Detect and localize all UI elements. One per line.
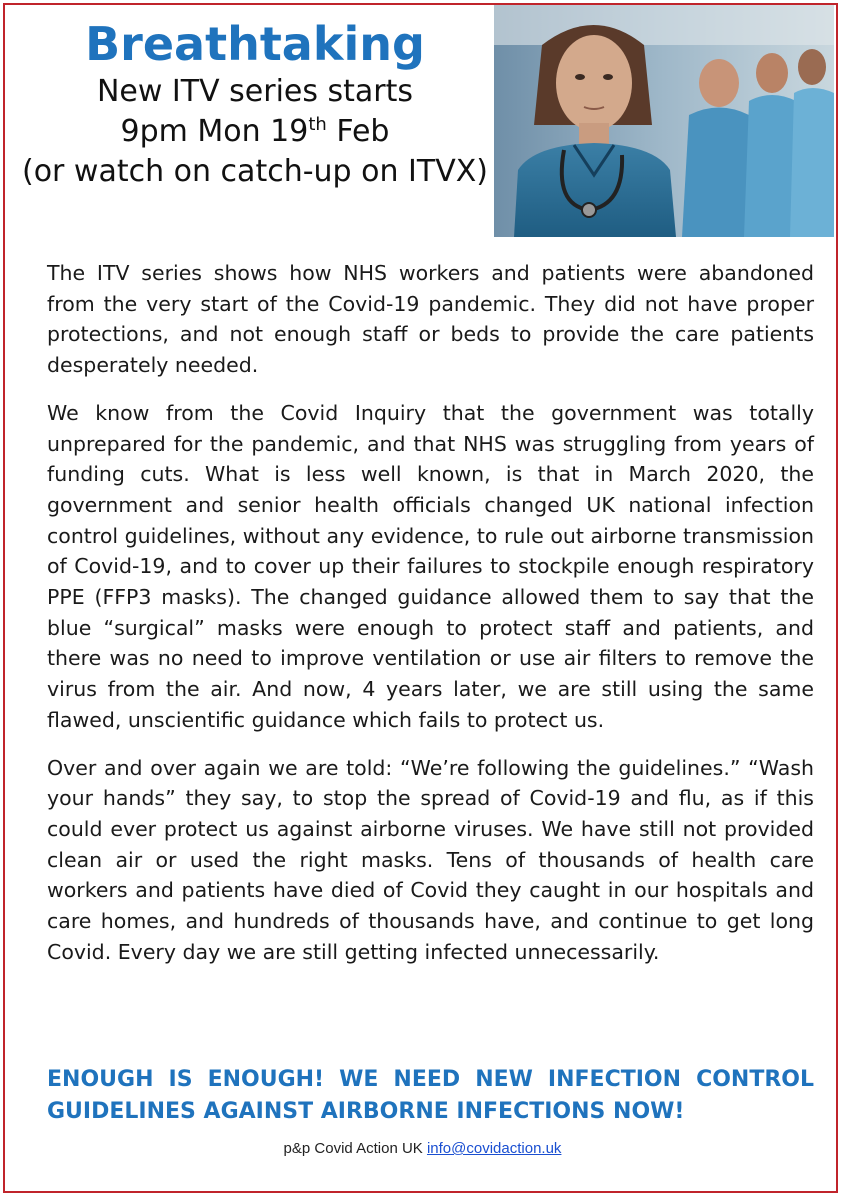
paragraph-1: The ITV series shows how NHS workers and patients were abandoned from the very start of the Covid-19 pandemic. They did not have proper protections, and not enough staff or beds to provide the care patients desperately needed. <box>47 261 814 378</box>
subtitle-line-3: (or watch on catch-up on ITVX) <box>22 154 488 189</box>
page-title: Breathtaking <box>85 17 425 71</box>
article-body <box>47 258 814 984</box>
nurse-photo <box>494 5 834 237</box>
call-to-action: ENOUGH IS ENOUGH! WE NEED NEW INFECTION CONTROL GUIDELINES AGAINST AIRBORNE INFECTIONS NOW! <box>47 1067 814 1124</box>
month-text: Feb <box>326 114 390 149</box>
paragraph-2: We know from the Covid Inquiry that the government was totally unprepared for the pandemic, and that NHS was struggling from years of funding cuts. What is less well known, is that in March 2020, the government and senior health officials changed UK national infection control guidelines, without any evidence, to rule out airborne transmission of Covid-19, and to cover up their failures to stockpile enough respiratory PPE (FFP3 masks). The changed guidance allowed them to say that the blue “surgical” masks were enough to protect staff and patients, and there was no need to improve ventilation or use air filters to remove the virus from the air. And now, 4 years later, we are still using the same flawed, unscientific guidance which fails to protect us. <box>47 400 814 732</box>
header <box>20 16 490 192</box>
date-suffix: th <box>308 114 327 135</box>
nurse-photo-illustration <box>494 5 834 237</box>
footer-text: p&p Covid Action UK <box>283 1140 427 1157</box>
subtitle-line-2 <box>20 112 490 152</box>
subtitle-line-1: New ITV series starts <box>96 74 414 109</box>
email-link[interactable]: info@covidaction.uk <box>426 1140 562 1157</box>
footer <box>0 1140 845 1157</box>
paragraph-3: Over and over again we are told: “We’re following the guidelines.” “Wash your hands” they say, to stop the spread of Covid-19 and flu, as if this could ever protect us against airborne viruses. We have still not provided clean air or used the right masks. Tens of thousands of health care workers and patients have died of Covid they caught in our hospitals and care homes, and hundreds of thousands have, and continue to get long Covid. Every day we are still getting infected unnecessarily. <box>47 755 814 964</box>
date-text: 9pm Mon 19 <box>120 114 309 149</box>
